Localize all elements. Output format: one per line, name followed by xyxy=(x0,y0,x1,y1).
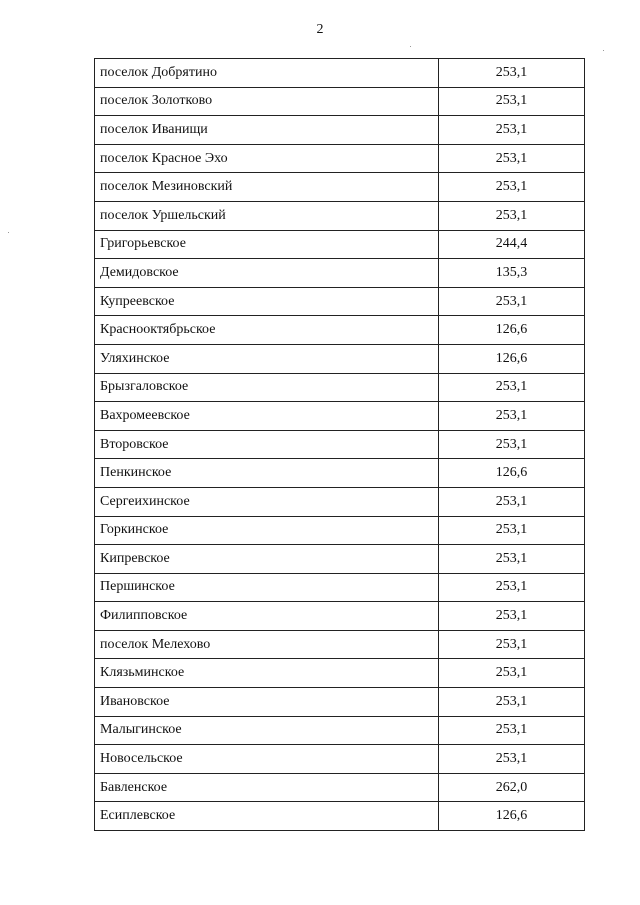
amount-cell: 126,6 xyxy=(439,316,585,345)
settlement-name-cell: поселок Иванищи xyxy=(95,116,439,145)
table-row xyxy=(95,659,585,688)
table-row xyxy=(95,716,585,745)
page-number: 2 xyxy=(316,22,324,37)
amount-cell: 135,3 xyxy=(439,259,585,288)
settlement-name-cell: Купреевское xyxy=(95,287,439,316)
amount-cell: 253,1 xyxy=(439,173,585,202)
settlement-name-cell: Новосельское xyxy=(95,745,439,774)
amount-cell: 253,1 xyxy=(439,516,585,545)
scan-speck xyxy=(8,232,9,233)
settlement-name-cell: Есиплевское xyxy=(95,802,439,831)
settlement-name-cell: Першинское xyxy=(95,573,439,602)
allocation-table xyxy=(94,58,585,831)
settlement-name-cell: Филипповское xyxy=(95,602,439,631)
amount-cell: 253,1 xyxy=(439,116,585,145)
amount-cell: 253,1 xyxy=(439,602,585,631)
settlement-name-cell: Горкинское xyxy=(95,516,439,545)
settlement-name-cell: поселок Золотково xyxy=(95,87,439,116)
amount-cell: 253,1 xyxy=(439,688,585,717)
amount-cell: 253,1 xyxy=(439,573,585,602)
settlement-name-cell: Бавленское xyxy=(95,773,439,802)
settlement-name-cell: Клязьминское xyxy=(95,659,439,688)
table-row xyxy=(95,259,585,288)
table-row xyxy=(95,573,585,602)
amount-cell: 253,1 xyxy=(439,201,585,230)
table-row xyxy=(95,745,585,774)
amount-cell: 253,1 xyxy=(439,487,585,516)
table-row xyxy=(95,487,585,516)
table-row xyxy=(95,316,585,345)
table-row xyxy=(95,688,585,717)
amount-cell: 126,6 xyxy=(439,802,585,831)
settlement-name-cell: поселок Добрятино xyxy=(95,59,439,88)
table-row xyxy=(95,773,585,802)
table-row xyxy=(95,87,585,116)
table-row xyxy=(95,402,585,431)
amount-cell: 244,4 xyxy=(439,230,585,259)
settlement-name-cell: Демидовское xyxy=(95,259,439,288)
table-row xyxy=(95,373,585,402)
amount-cell: 253,1 xyxy=(439,659,585,688)
allocation-table-container xyxy=(94,58,582,831)
table-row xyxy=(95,230,585,259)
settlement-name-cell: Григорьевское xyxy=(95,230,439,259)
settlement-name-cell: поселок Красное Эхо xyxy=(95,144,439,173)
settlement-name-cell: Второвское xyxy=(95,430,439,459)
allocation-table-body xyxy=(95,59,585,831)
amount-cell: 253,1 xyxy=(439,59,585,88)
table-row xyxy=(95,545,585,574)
settlement-name-cell: Малыгинское xyxy=(95,716,439,745)
table-row xyxy=(95,516,585,545)
table-row xyxy=(95,144,585,173)
amount-cell: 126,6 xyxy=(439,459,585,488)
amount-cell: 126,6 xyxy=(439,344,585,373)
settlement-name-cell: Кипревское xyxy=(95,545,439,574)
settlement-name-cell: поселок Мезиновский xyxy=(95,173,439,202)
amount-cell: 253,1 xyxy=(439,287,585,316)
scan-speck xyxy=(410,46,411,47)
amount-cell: 262,0 xyxy=(439,773,585,802)
table-row xyxy=(95,602,585,631)
settlement-name-cell: Брызгаловское xyxy=(95,373,439,402)
settlement-name-cell: Вахромеевское xyxy=(95,402,439,431)
amount-cell: 253,1 xyxy=(439,144,585,173)
table-row xyxy=(95,430,585,459)
settlement-name-cell: Сергеихинское xyxy=(95,487,439,516)
amount-cell: 253,1 xyxy=(439,716,585,745)
settlement-name-cell: Уляхинское xyxy=(95,344,439,373)
settlement-name-cell: Ивановское xyxy=(95,688,439,717)
amount-cell: 253,1 xyxy=(439,630,585,659)
amount-cell: 253,1 xyxy=(439,402,585,431)
amount-cell: 253,1 xyxy=(439,87,585,116)
settlement-name-cell: Пенкинское xyxy=(95,459,439,488)
settlement-name-cell: поселок Уршельский xyxy=(95,201,439,230)
table-row xyxy=(95,802,585,831)
settlement-name-cell: поселок Мелехово xyxy=(95,630,439,659)
table-row xyxy=(95,344,585,373)
table-row xyxy=(95,459,585,488)
amount-cell: 253,1 xyxy=(439,430,585,459)
settlement-name-cell: Краснооктябрьское xyxy=(95,316,439,345)
table-row xyxy=(95,201,585,230)
table-row xyxy=(95,173,585,202)
table-row xyxy=(95,116,585,145)
table-row xyxy=(95,630,585,659)
table-row xyxy=(95,287,585,316)
amount-cell: 253,1 xyxy=(439,373,585,402)
table-row xyxy=(95,59,585,88)
amount-cell: 253,1 xyxy=(439,745,585,774)
scan-speck xyxy=(603,50,604,51)
amount-cell: 253,1 xyxy=(439,545,585,574)
